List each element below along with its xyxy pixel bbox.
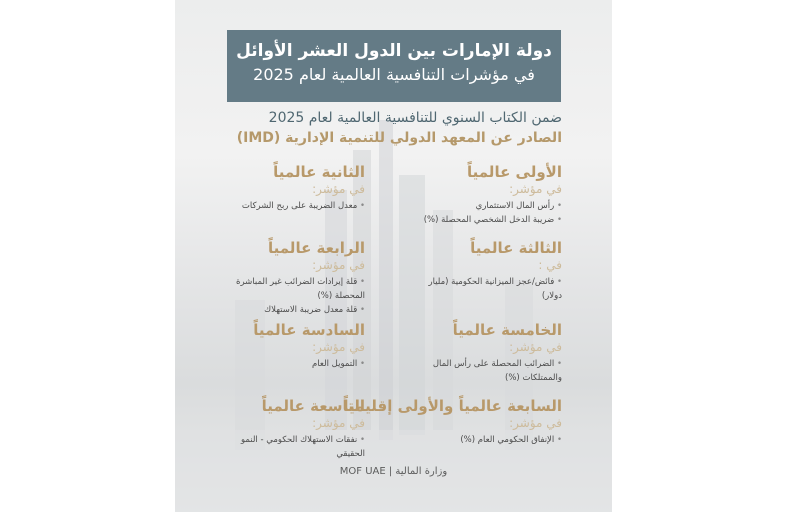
rank-card-seventh xyxy=(343,396,562,447)
rank-title: السابعة عالمياً والأولى إقليمياً xyxy=(343,397,562,415)
indicator-item: • قلة معدل ضريبة الاستهلاك xyxy=(215,303,365,317)
rank-title: التاسعة عالمياً xyxy=(261,397,365,415)
rank-title: الثانية عالمياً xyxy=(273,163,365,181)
indicator-item: • التمويل العام xyxy=(215,357,365,371)
title-line-1: دولة الإمارات بين الدول العشر الأوائل xyxy=(236,41,552,61)
indicator-label: في مؤشر: xyxy=(312,416,365,430)
indicator-item: • فائض/عجز الميزانية الحكومية (مليار دولار) xyxy=(412,275,562,303)
rank-title: الأولى عالمياً xyxy=(467,163,562,181)
rank-card-sixth xyxy=(215,320,365,371)
rank-title: الخامسة عالمياً xyxy=(452,321,562,339)
rank-card-first xyxy=(412,162,562,227)
indicator-item: • الضرائب المحصلة على رأس المال والممتلكات (%) xyxy=(412,357,562,385)
indicator-label: في : xyxy=(538,258,562,272)
indicator-item: • رأس المال الاستثماري xyxy=(412,199,562,213)
indicator-label: في مؤشر: xyxy=(509,416,562,430)
title-banner xyxy=(227,30,561,102)
indicator-item: • نفقات الاستهلاك الحكومي - النمو الحقيقي xyxy=(215,433,365,461)
indicator-label: في مؤشر: xyxy=(312,340,365,354)
rank-card-ninth xyxy=(215,396,365,461)
indicator-label: في مؤشر: xyxy=(509,340,562,354)
rank-title: السادسة عالمياً xyxy=(253,321,365,339)
indicator-item: • قلة إيرادات الضرائب غير المباشرة المحصلة (%) xyxy=(215,275,365,303)
footer-credit: وزارة المالية | MOF UAE xyxy=(339,466,448,477)
infographic-poster xyxy=(175,0,612,512)
subtitle-imd: الصادر عن المعهد الدولي للتنمية الإدارية (IMD) xyxy=(236,130,562,146)
subtitle-yearbook: ضمن الكتاب السنوي للتنافسية العالمية لعام 2025 xyxy=(268,110,562,126)
rank-title: الثالثة عالمياً xyxy=(470,239,562,257)
indicator-item: • الإنفاق الحكومي العام (%) xyxy=(377,433,562,447)
title-line-2: في مؤشرات التنافسية العالمية لعام 2025 xyxy=(253,65,535,84)
rank-card-fourth xyxy=(215,238,365,317)
indicator-label: في مؤشر: xyxy=(509,182,562,196)
rank-card-fifth xyxy=(412,320,562,385)
indicator-label: في مؤشر: xyxy=(312,258,365,272)
rank-card-second xyxy=(215,162,365,213)
rank-title: الرابعة عالمياً xyxy=(268,239,365,257)
indicator-item: • معدل الضريبة على ربح الشركات xyxy=(215,199,365,213)
indicator-label: في مؤشر: xyxy=(312,182,365,196)
rank-card-third xyxy=(412,238,562,303)
indicator-item: • ضريبة الدخل الشخصي المحصلة (%) xyxy=(412,213,562,227)
